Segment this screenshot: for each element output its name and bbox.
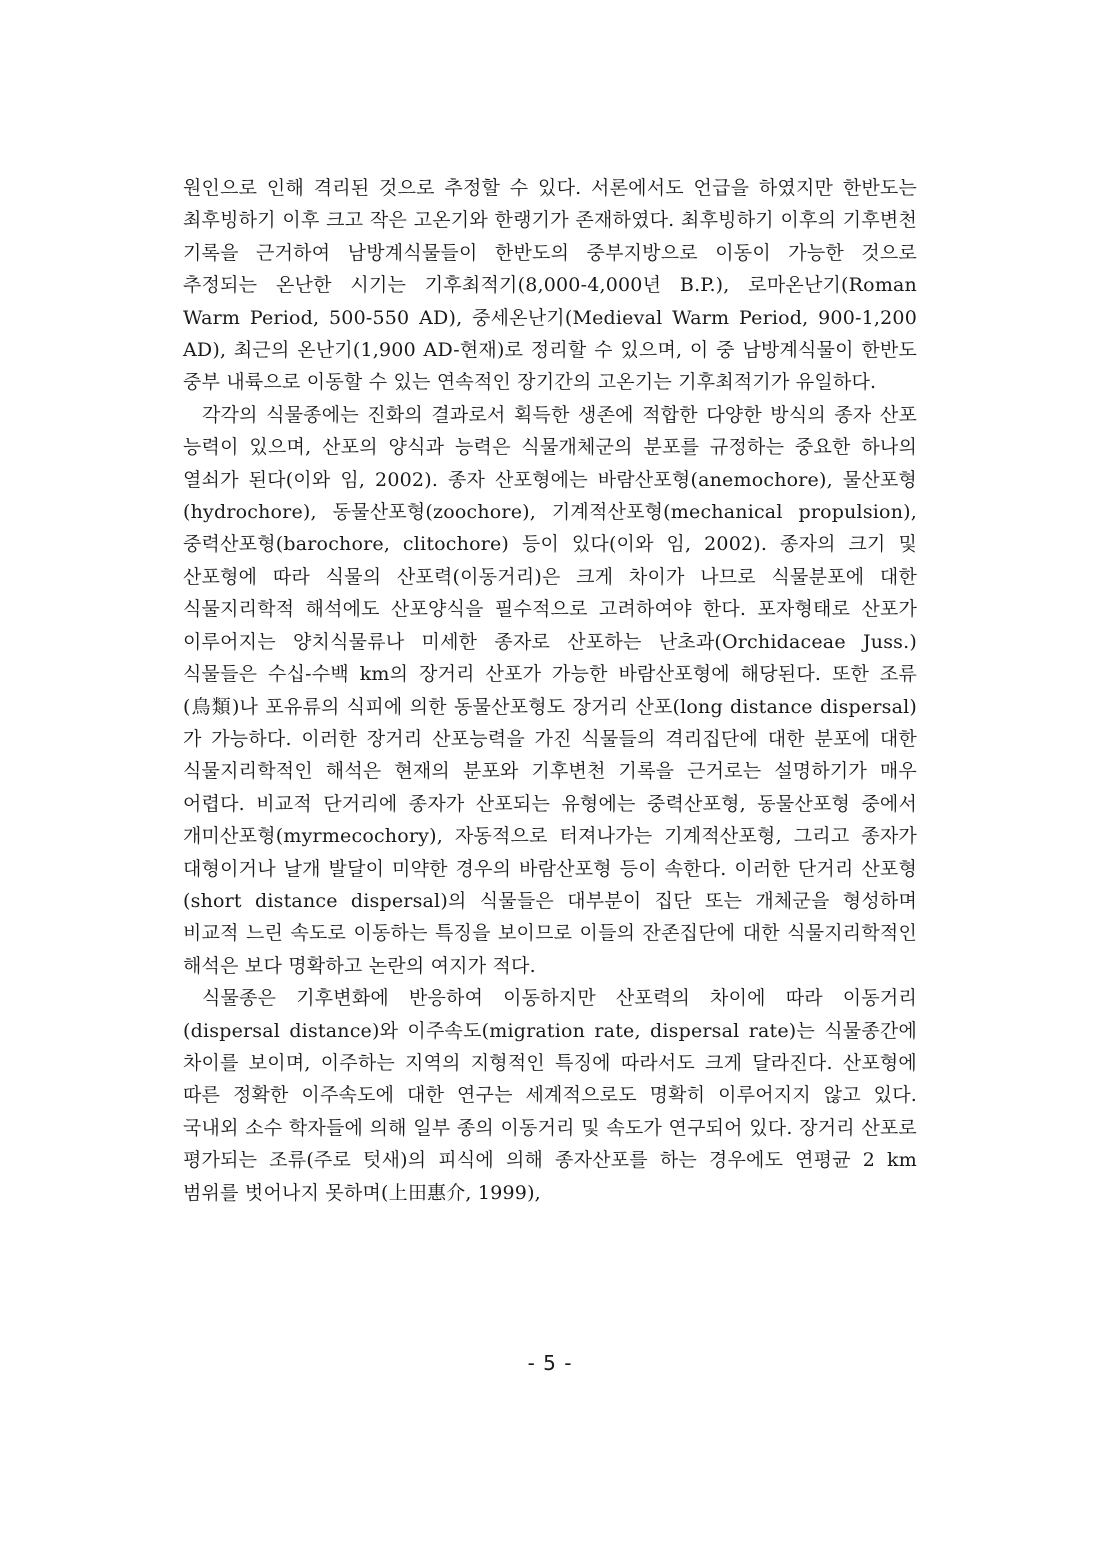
page-number: - 5 -	[527, 1351, 573, 1375]
paragraph-3: 식물종은 기후변화에 반응하여 이동하지만 산포력의 차이에 따라 이동거리(dispersal distance)와 이주속도(migration rate, dispersal rate)는 식물종간에 차이를 보이며, 이주하는 지역의 지형적인 특징에 따라서도 크게 달라진다. 산포형에 따른 정확한 이주속도에 대한 연구는 세계적으로도 명확히 이루어지지 않고 있다. 국내외 소수 학자들에 의해 일부 종의 이동거리 및 속도가 연구되어 있다. 장거리 산포로 평가되는 조류(주로 텃새)의 피식에 의해 종자산포를 하는 경우에도 연평균 2 km 범위를 벗어나지 못하며(上田惠介, 1999),	[183, 987, 917, 1204]
document-body	[183, 172, 917, 1209]
paragraph-2: 각각의 식물종에는 진화의 결과로서 획득한 생존에 적합한 다양한 방식의 종자 산포 능력이 있으며, 산포의 양식과 능력은 식물개체군의 분포를 규정하는 중요한 하나의 열쇠가 된다(이와 임, 2002). 종자 산포형에는 바람산포형(anemochore), 물산포형(hydrochore), 동물산포형(zoochore), 기계적산포형(mechanical propulsion), 중력산포형(barochore, clitochore) 등이 있다(이와 임, 2002). 종자의 크기 및 산포형에 따라 식물의 산포력(이동거리)은 크게 차이가 나므로 식물분포에 대한 식물지리학적 해석에도 산포양식을 필수적으로 고려하여야 한다. 포자형태로 산포가 이루어지는 양치식물류나 미세한 종자로 산포하는 난초과(Orchidaceae Juss.) 식물들은 수십-수백 km의 장거리 산포가 가능한 바람산포형에 해당된다. 또한 조류(鳥類)나 포유류의 식피에 의한 동물산포형도 장거리 산포(long distance dispersal)가 가능하다. 이러한 장거리 산포능력을 가진 식물들의 격리집단에 대한 분포에 대한 식물지리학적인 해석은 현재의 분포와 기후변천 기록을 근거로는 설명하기가 매우 어렵다. 비교적 단거리에 종자가 산포되는 유형에는 중력산포형, 동물산포형 중에서 개미산포형(myrmecochory), 자동적으로 터져나가는 기계적산포형, 그리고 종자가 대형이거나 날개 발달이 미약한 경우의 바람산포형 등이 속한다. 이러한 단거리 산포형(short distance dispersal)의 식물들은 대부분이 집단 또는 개체군을 형성하며 비교적 느린 속도로 이동하는 특징을 보이므로 이들의 잔존집단에 대한 식물지리학적인 해석은 보다 명확하고 논란의 여지가 적다.	[183, 403, 917, 977]
paragraph-1: 원인으로 인해 격리된 것으로 추정할 수 있다. 서론에서도 언급을 하였지만 한반도는 최후빙하기 이후 크고 작은 고온기와 한랭기가 존재하였다. 최후빙하기 이후의 기후변천 기록을 근거하여 남방계식물들이 한반도의 중부지방으로 이동이 가능한 것으로 추정되는 온난한 시기는 기후최적기(8,000-4,000년 B.P.), 로마온난기(Roman Warm Period, 500-550 AD), 중세온난기(Medieval Warm Period, 900-1,200 AD), 최근의 온난기(1,900 AD-현재)로 정리할 수 있으며, 이 중 남방계식물이 한반도 중부 내륙으로 이동할 수 있는 연속적인 장기간의 고온기는 기후최적기가 유일하다.	[183, 177, 917, 394]
